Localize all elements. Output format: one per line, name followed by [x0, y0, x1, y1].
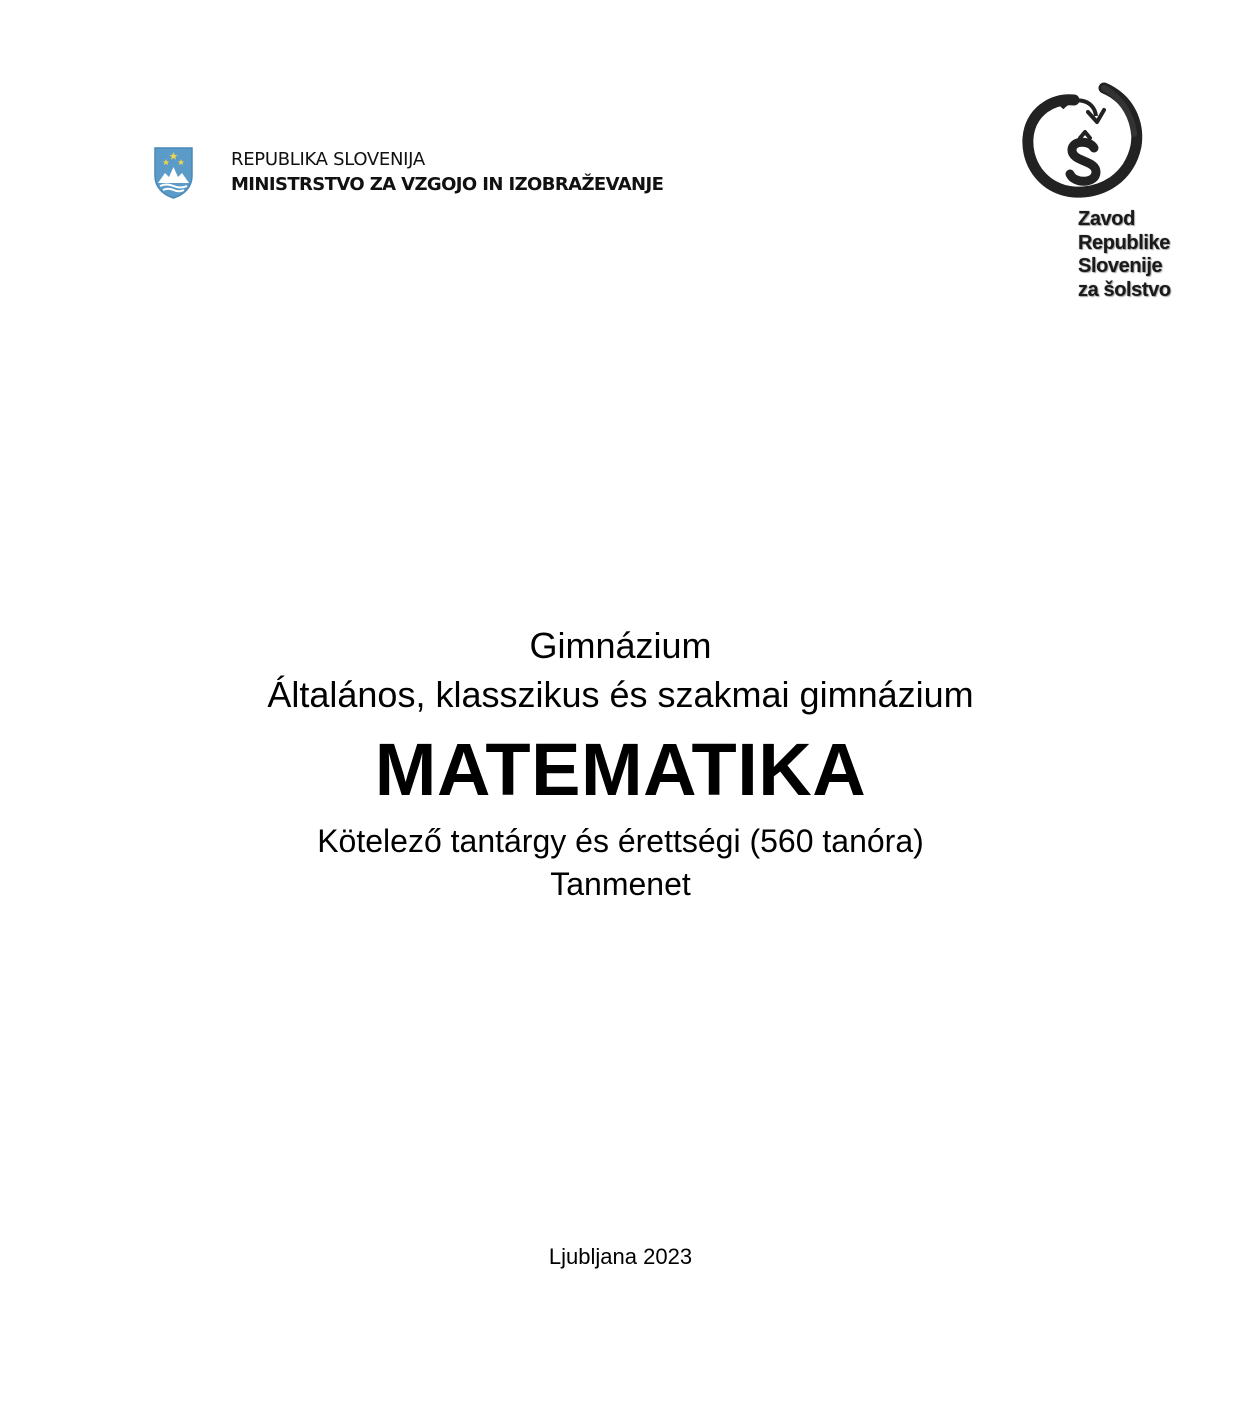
document-type: Tanmenet [550, 866, 691, 902]
place-and-year: Ljubljana 2023 [548, 1244, 693, 1269]
ministry-title: MINISTRSTVO ZA VZGOJO IN IZOBRAŽEVANJE [231, 174, 664, 195]
slovenian-coat-of-arms-icon [153, 146, 194, 199]
ministry-country-label: REPUBLIKA SLOVENIJA [231, 149, 425, 170]
institute-name-line: Zavod [1078, 208, 1135, 230]
institute-name [1078, 208, 1171, 302]
zrss-s-logo-icon [1022, 82, 1152, 212]
subject-description: Kötelező tantárgy és érettségi (560 tanóra) [317, 823, 924, 859]
institute-name-line: za šolstvo [1078, 278, 1171, 301]
subject-title: MATEMATIKA [374, 728, 867, 811]
school-subtype: Általános, klasszikus és szakmai gimnázium [267, 674, 974, 715]
institute-logo [1022, 82, 1192, 304]
institute-name-line: Slovenije [1078, 255, 1163, 277]
ministry-name [231, 151, 663, 194]
school-type: Gimnázium [529, 625, 712, 666]
institute-name-line: Republike [1078, 231, 1170, 254]
ministry-logo [153, 146, 663, 199]
